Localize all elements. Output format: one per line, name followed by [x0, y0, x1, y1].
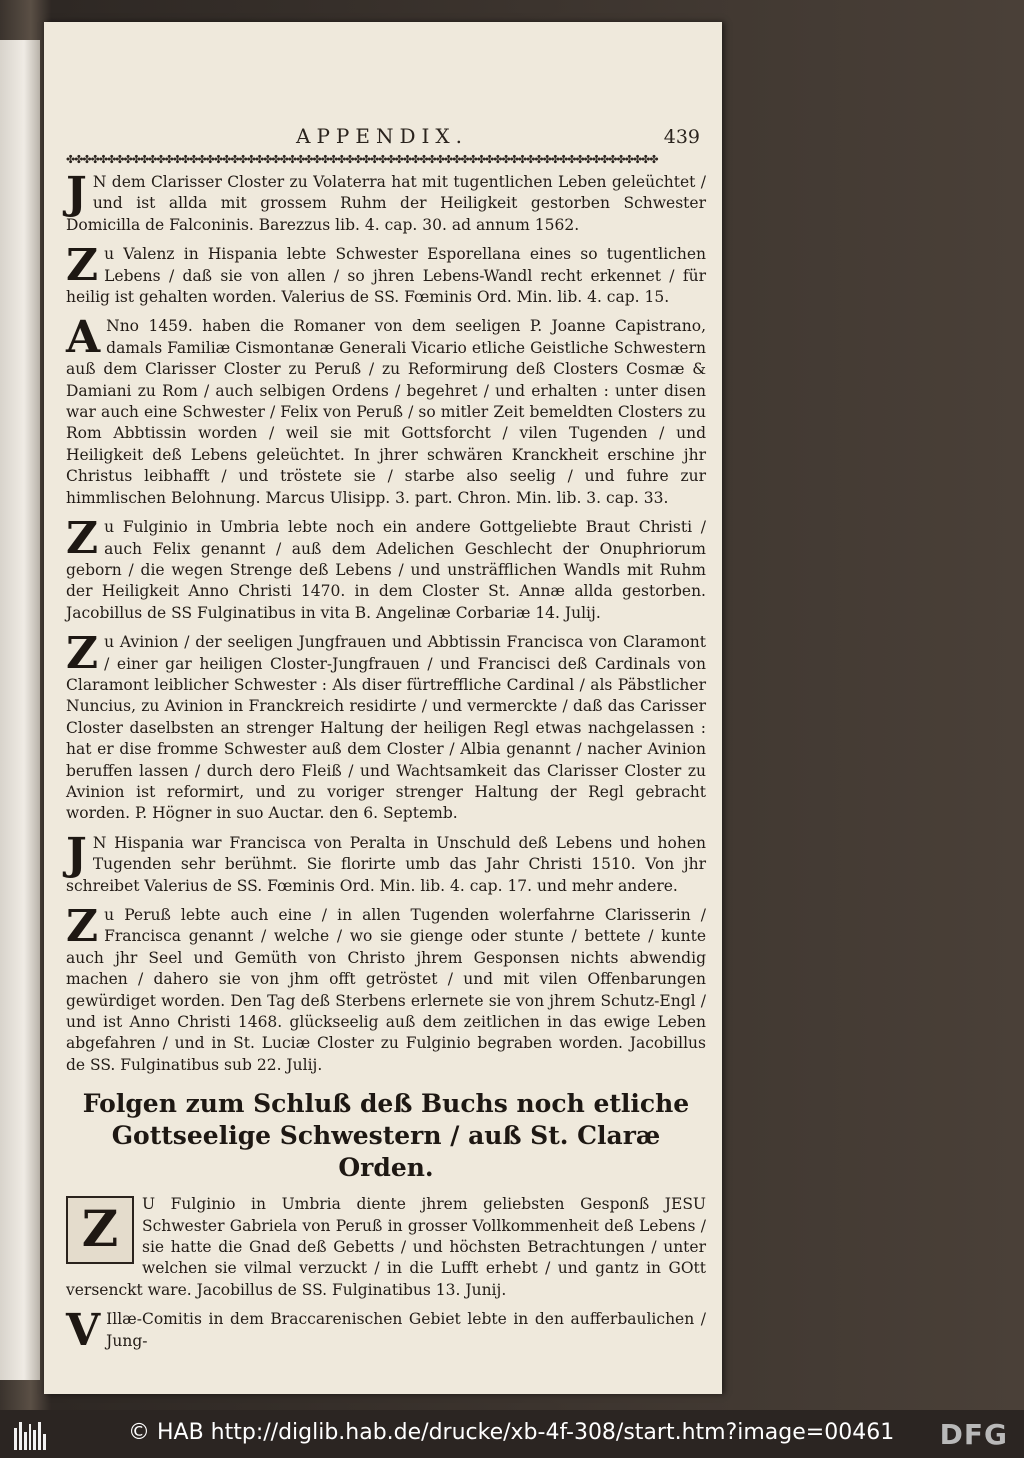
paragraph — [66, 513, 706, 624]
paragraph — [66, 312, 706, 509]
paragraph-text: u Valenz in Hispania lebte Schwester Esporellana eines so tugentlichen Lebens / daß sie von allen / so jhren Lebens-Wandl recht erkennet / für heilig ist gehalten worden. Valerius de SS. Fœminis Ord. Min. lib. 4. cap. 15. — [66, 245, 706, 307]
book-page — [44, 22, 722, 1394]
paragraph-text: U Fulginio in Umbria diente jhrem geliebsten Gesponß JESU Schwester Gabriela von Peruß in grosser Vollkommenheit deß Lebens / sie hatte die Gnad deß Gebetts / und höchsten Betrachtungen / unter welchen sie vilmal verzuckt / in die Lufft erhebt / und gantz in GOtt versenckt ware. Jacobillus de SS. Fulginatibus 13. Junij. — [66, 1195, 706, 1299]
paragraph — [66, 240, 706, 308]
drop-cap: Z — [66, 513, 99, 565]
section-heading: Folgen zum Schluß deß Buchs noch etliche Gottseelige Schwestern / auß St. Claræ Orden. — [82, 1089, 690, 1183]
page-number: 439 — [663, 126, 700, 148]
paragraph-text: Nno 1459. haben die Romaner von dem seeligen P. Joanne Capistrano, damals Familiæ Cismontanæ Generali Vicario etliche Geistliche Schwestern auß dem Clarisser Closter zu Peruß / zu Reformirung deß Closters Cosmæ & Damiani zu Rom / auch selbigen Ordens / begehret / und erhalten : unter disen war auch eine Schwester / Felix von Peruß / so mitler Zeit bemeldten Closters zu Rom Abbtissin worden / weil sie mit Gottsforcht / vilen Tugenden / und Heiligkeit deß Lebens geleüchtet. In jhrer schwären Kranckheit erschine jhr Christus leibhafft / und tröstete sie / starbe also seelig / und fuhre zur himmlischen Belohnung. Marcus Ulisipp. 3. part. Chron. Min. lib. 3. cap. 33. — [66, 317, 706, 507]
drop-cap: Z — [66, 240, 99, 292]
paragraph-text: N Hispania war Francisca von Peralta in Unschuld deß Lebens und hohen Tugenden sehr berühmt. Sie florirte umb das Jahr Christi 1510. Von jhr schreibet Valerius de SS. Fœminis Ord. Min. lib. 4. cap. 17. und mehr andere. — [66, 833, 706, 895]
body-text — [66, 168, 706, 1360]
hab-library-logo-icon — [14, 1418, 46, 1450]
paragraph — [66, 1305, 706, 1357]
drop-cap: A — [66, 312, 101, 364]
drop-cap: J — [66, 828, 87, 880]
book-page-edge — [0, 40, 40, 1380]
paragraph — [66, 828, 706, 897]
paragraph-text: N dem Clarisser Closter zu Volaterra hat mit tugentlichen Leben geleüchtet / und ist allda mit grossem Ruhm der Heiligkeit gestorben Schwester Domicilla de Falconinis. Barezzus lib. 4. cap. 30. ad annum 1562. — [66, 173, 706, 234]
paragraph — [66, 1194, 706, 1301]
dfg-logo: DFG — [939, 1418, 1008, 1451]
decorated-initial: Z — [66, 1196, 134, 1264]
paragraph — [66, 628, 706, 825]
drop-cap: Z — [66, 901, 99, 952]
viewer-footer — [0, 1410, 1024, 1458]
paragraph-text: Illæ-Comitis in dem Braccarenischen Gebiet lebte in den aufferbaulichen / Jung- — [106, 1310, 706, 1350]
paragraph-text: u Fulginio in Umbria lebte noch ein andere Gottgeliebte Braut Christi / auch Felix genannt / auß dem Adelichen Geschlecht der Onuphriorum geborn / die wegen Strenge deß Lebens / und unsträfflichen Wandls mit Ruhm der Heiligkeit Anno Christi 1470. in dem Closter St. Annæ allda gestorben. Jacobillus de SS Fulginatibus in vita B. Angelinæ Corbariæ 14. Julij. — [66, 518, 706, 622]
drop-cap: J — [66, 168, 87, 219]
drop-cap: V — [66, 1305, 101, 1357]
paragraph-text: u Avinion / der seeligen Jungfrauen und Abbtissin Francisca von Claramont / einer gar heiligen Closter-Jungfrauen / und Francisci deß Cardinals von Claramont leiblicher Schwester : Als diser fürtreffliche Cardinal / als Päbstlicher Nuncius, zu Avinion in Franckreich residirte / und vermerckte / daß das Carisser Closter daselbsten an strenger Haltung der heiligen Regl etwas nachgelassen : hat er dise fromme Schwester auß dem Closter / Albia genannt / nacher Avinion beruffen lassen / durch dero Fleiß / und Wachtsamkeit das Clarisser Closter zu Avinion ist reformirt, und zu voriger strenger Haltung der Regl gebracht worden. P. Högner in suo Auctar. den 6. Septemb. — [66, 633, 706, 823]
source-citation-link[interactable]: © HAB http://diglib.hab.de/drucke/xb-4f-308/start.htm?image=00461 — [128, 1420, 895, 1445]
paragraph — [66, 901, 706, 1076]
running-title: APPENDIX. — [296, 124, 468, 148]
drop-cap: Z — [66, 628, 99, 680]
paragraph — [66, 168, 706, 236]
paragraph-text: u Peruß lebte auch eine / in allen Tugenden wolerfahrne Clarisserin / Francisca genannt / welche / wo sie gienge oder stunte / bettete / kunte auch jhr Seel und Gemüth von Christo jhrem Gesponsen nichts abwendig machen / dahero sie von jhm offt getröstet / und mit vilen Offenbarungen gewürdiget worden. Den Tag deß Sterbens erlernete sie von jhrem Schutz-Engl / und ist Anno Christi 1468. glückseelig auß dem zeitlichen in das ewige Leben abgefahren / und in St. Luciæ Closter zu Fulginio begraben worden. Jacobillus de SS. Fulginatibus sub 22. Julij. — [66, 906, 706, 1074]
ornament-rule: ✤✤✤✤✤✤✤✤✤✤✤✤✤✤✤✤✤✤✤✤✤✤✤✤✤✤✤✤✤✤✤✤✤✤✤✤✤✤✤✤✤✤✤✤✤✤✤✤✤✤✤✤✤✤✤✤✤✤✤✤✤✤✤✤✤✤✤✤✤✤✤✤ — [66, 154, 658, 166]
page-header — [66, 122, 706, 166]
